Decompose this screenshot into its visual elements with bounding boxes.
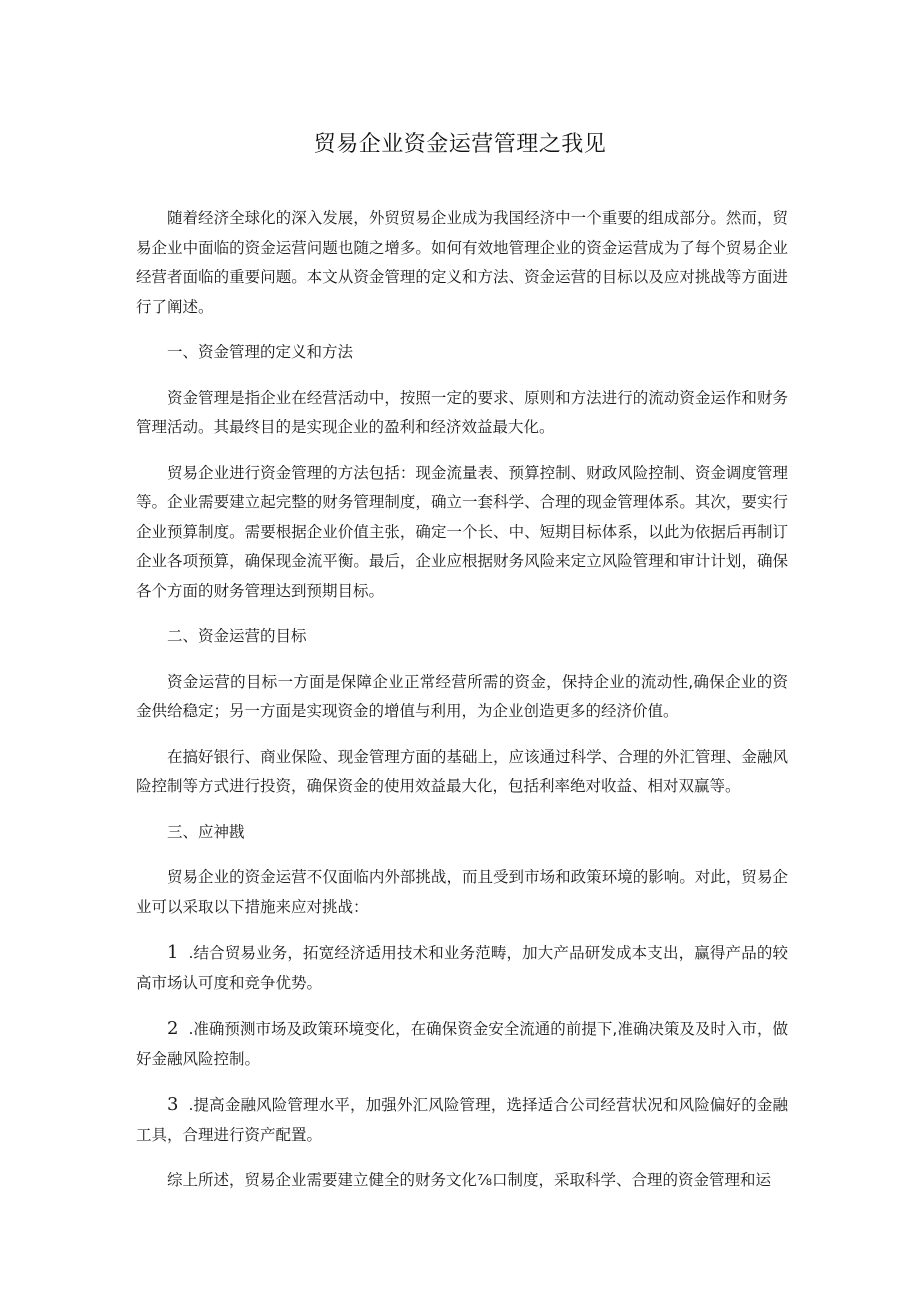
section3-paragraph-1: 贸易企业的资金运营不仅面临内外部挑战，而且受到市场和政策环境的影响。对此，贸易企业可以采取以下措施来应对挑战： bbox=[136, 868, 788, 916]
section-heading-2: 二、资金运营的目标 bbox=[167, 627, 307, 645]
section2-paragraph-2: 在搞好银行、商业保险、现金管理方面的基础上，应该通过科学、合理的外汇管理、金融风险控制等方式进行投资，确保资金的使用效益最大化，包括利率绝对收益、相对双赢等。 bbox=[136, 747, 788, 795]
list-item-number: 2 bbox=[167, 1018, 179, 1039]
intro-paragraph: 随着经济全球化的深入发展，外贸贸易企业成为我国经济中一个重要的组成部分。然而，贸易企业中面临的资金运营问题也随之增多。如何有效地管理企业的资金运营成为了每个贸易企业经营者面临的重要问题。本文从资金管理的定义和方法、资金运营的目标以及应对挑战等方面进行了阐述。 bbox=[136, 209, 788, 316]
list-item bbox=[136, 938, 788, 998]
list-item-text: .提高金融风险管理水平，加强外汇风险管理，选择适合公司经营状况和风险偏好的金融工具，合理进行资产配置。 bbox=[136, 1096, 788, 1144]
section-heading-3: 三、应神戡 bbox=[167, 822, 245, 841]
section1-paragraph-2: 贸易企业进行资金管理的方法包括：现金流量表、预算控制、财政风险控制、资金调度管理等。企业需要建立起完整的财务管理制度，确立一套科学、合理的现金管理体系。其次，要实行企业预算制度。需要根据企业价值主张，确定一个长、中、短期目标体系，以此为依据后再制订企业各项预算，确保现金流平衡。最后，企业应根据财务风险来定立风险管理和审计计划，确保各个方面的财务管理达到预期目标。 bbox=[136, 463, 788, 600]
section1-paragraph-1: 资金管理是指企业在经营活动中，按照一定的要求、原则和方法进行的流动资金运作和财务管理活动。其最终目的是实现企业的盈利和经济效益最大化。 bbox=[136, 388, 788, 436]
list-item bbox=[136, 1014, 788, 1074]
document-body bbox=[136, 204, 788, 1212]
list-item-text: .结合贸易业务，拓宽经济适用技术和业务范畴，加大产品研发成本支出，赢得产品的较高市场认可度和竞争优势。 bbox=[136, 944, 788, 992]
section2-paragraph-1: 资金运营的目标一方面是保障企业正常经营所需的资金，保持企业的流动性,确保企业的资金供给稳定；另一方面是实现资金的增值与利用，为企业创造更多的经济价值。 bbox=[136, 672, 788, 720]
list-item bbox=[136, 1090, 788, 1150]
section-heading-1: 一、资金管理的定义和方法 bbox=[167, 343, 354, 361]
list-item-text: .准确预测市场及政策环境变化，在确保资金安全流通的前提下,准确决策及及时入市，做好金融风险控制。 bbox=[136, 1020, 788, 1068]
list-item-number: 3 bbox=[167, 1094, 179, 1115]
document-title: 贸易企业资金运营管理之我见 bbox=[313, 132, 607, 157]
list-item-number: 1 bbox=[167, 942, 179, 963]
conclusion-paragraph: 综上所述，贸易企业需要建立健全的财务文化⅞口制度，采取科学、合理的资金管理和运 bbox=[167, 1171, 772, 1189]
